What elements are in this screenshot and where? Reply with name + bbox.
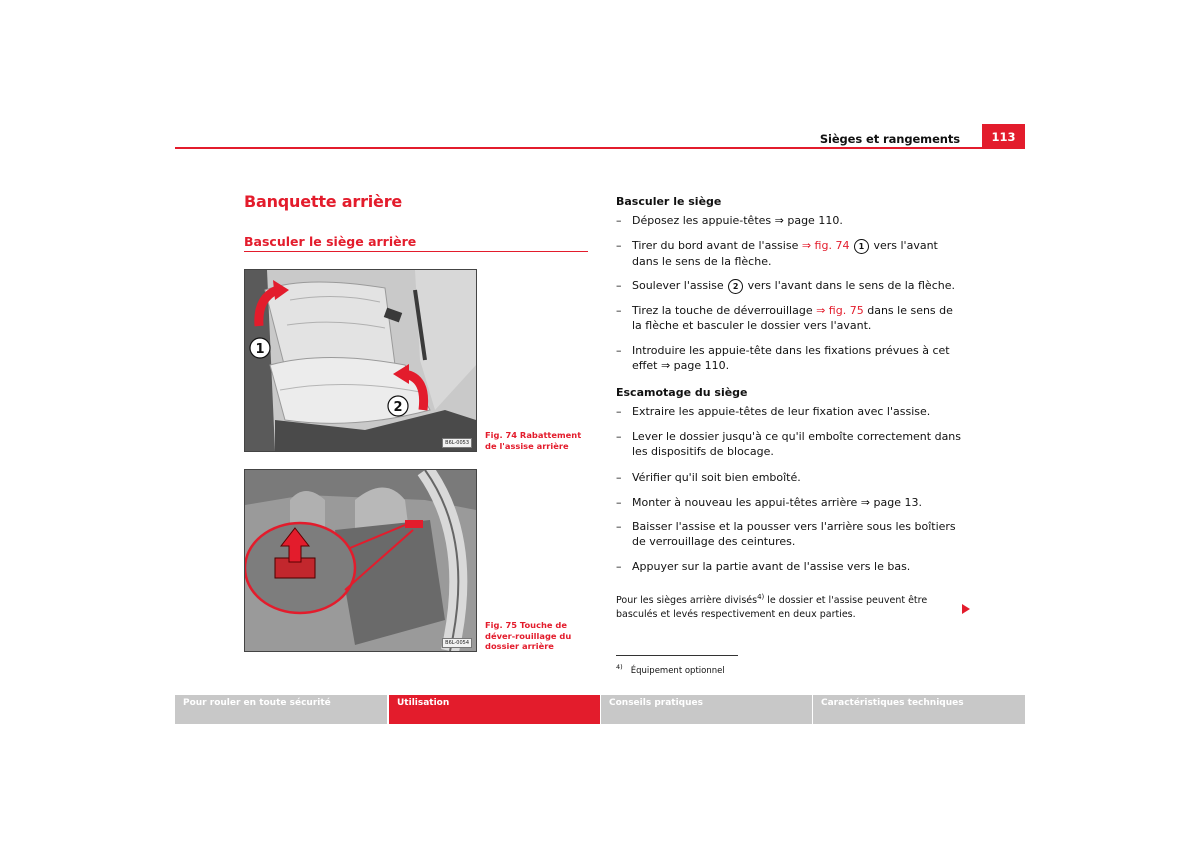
figure-75-image [244,469,477,652]
step-text: Lever le dossier jusqu'à ce qu'il emboîte correctement dans les dispositifs de blocage. [632,430,962,458]
marker-1-badge: 1 [854,239,869,254]
note-body: Pour les sièges arrière divisés [616,595,758,607]
procedure-2-step [616,519,966,549]
procedure-2-step [616,559,966,574]
page-number: 113 [982,124,1025,149]
marker-2-badge: 2 [728,279,743,294]
figure-74-caption: Fig. 74 Rabattement de l'assise arrière [485,430,582,451]
footnote-rule [616,655,738,656]
page-ref: page 110. [783,214,843,227]
step-text: Appuyer sur la partie avant de l'assise vers le bas. [632,560,911,573]
step-dash: – [616,471,622,484]
figure-link[interactable]: ⇒ fig. 75 [816,304,864,317]
figure-link[interactable]: ⇒ fig. 74 [801,239,850,252]
step-dash: – [616,239,622,252]
nav-tab-utilisation[interactable]: Utilisation [389,695,600,724]
step-dash: – [616,560,622,573]
procedure-2-step [616,429,966,459]
step-dash: – [616,520,622,533]
nav-tab-conseils[interactable]: Conseils pratiques [601,695,812,724]
step-text: Vérifier qu'il soit bien emboîté. [632,471,801,484]
step-text: Introduire les appuie-tête dans les fixations prévues à cet effet [632,344,950,372]
footnote-mark: 4) [616,663,623,671]
figure-74-image [244,269,477,452]
procedure-1-step [616,278,966,294]
note-body: le dossier et l'assise peuvent être basculés et levés respectivement en deux parties. [616,595,928,621]
step-dash: – [616,430,622,443]
arrow-icon: ⇒ [774,214,784,227]
procedure-2-step [616,404,966,419]
nav-tab-securite[interactable]: Pour rouler en toute sécurité [175,695,387,724]
step-text: Baisser l'assise et la pousser vers l'arrière sous les boîtiers de verrouillage des ceintures. [632,520,956,548]
step-text: dans le sens de la flèche et basculer le dossier vers l'avant. [632,304,953,332]
marker-1: 1 [255,342,265,357]
step-dash: – [616,496,622,509]
procedure-2-step [616,470,966,485]
step-dash: – [616,304,622,317]
step-text: Tirez la touche de déverrouillage [632,304,817,317]
step-text: Déposez les appuie-têtes [632,214,775,227]
figure-75-code: B6L-0054 [442,638,472,648]
step-text: Tirer du bord avant de l'assise [632,239,802,252]
procedure-1-step [616,303,966,333]
step-text: Monter à nouveau les appui-têtes arrière ⇒ page 13. [632,496,922,509]
procedure-1-heading: Basculer le siège [616,195,722,208]
procedure-2-heading: Escamotage du siège [616,386,748,399]
nav-tab-caracteristiques[interactable]: Caractéristiques techniques [813,695,1025,724]
section-rule [244,251,588,252]
procedure-1-step [616,238,966,269]
marker-2: 2 [393,400,403,415]
release-button-illustration [245,470,476,651]
step-dash: – [616,214,622,227]
step-text: Soulever l'assise [632,279,728,292]
figure-74-code: B6L-0053 [442,438,472,448]
step-text: vers l'avant dans le sens de la flèche. [744,279,955,292]
arrow-icon: ⇒ [660,359,671,372]
procedure-1-step [616,213,966,228]
footnote [616,663,725,676]
next-page-arrow-icon [962,604,970,614]
step-dash: – [616,405,622,418]
footnote-text: Équipement optionnel [630,665,725,676]
section-title: Basculer le siège arrière [244,234,417,249]
procedure-1-step [616,343,966,373]
step-text: vers l'avant dans le sens de la flèche. [632,239,938,268]
chapter-title: Banquette arrière [244,192,403,211]
footnote-ref[interactable]: 4) [757,593,765,601]
step-dash: – [616,344,622,357]
procedure-2-step [616,495,966,510]
figure-75-caption: Fig. 75 Touche de déver-rouillage du dossier arrière [485,620,572,651]
note-text [616,590,966,622]
page-ref: page 110. [670,359,730,372]
rear-seat-cushion-illustration [245,270,476,451]
step-text: Extraire les appuie-têtes de leur fixation avec l'assise. [632,405,931,418]
header-rule [175,147,1025,149]
step-dash: – [616,279,622,292]
running-title: Sièges et rangements [819,132,960,146]
